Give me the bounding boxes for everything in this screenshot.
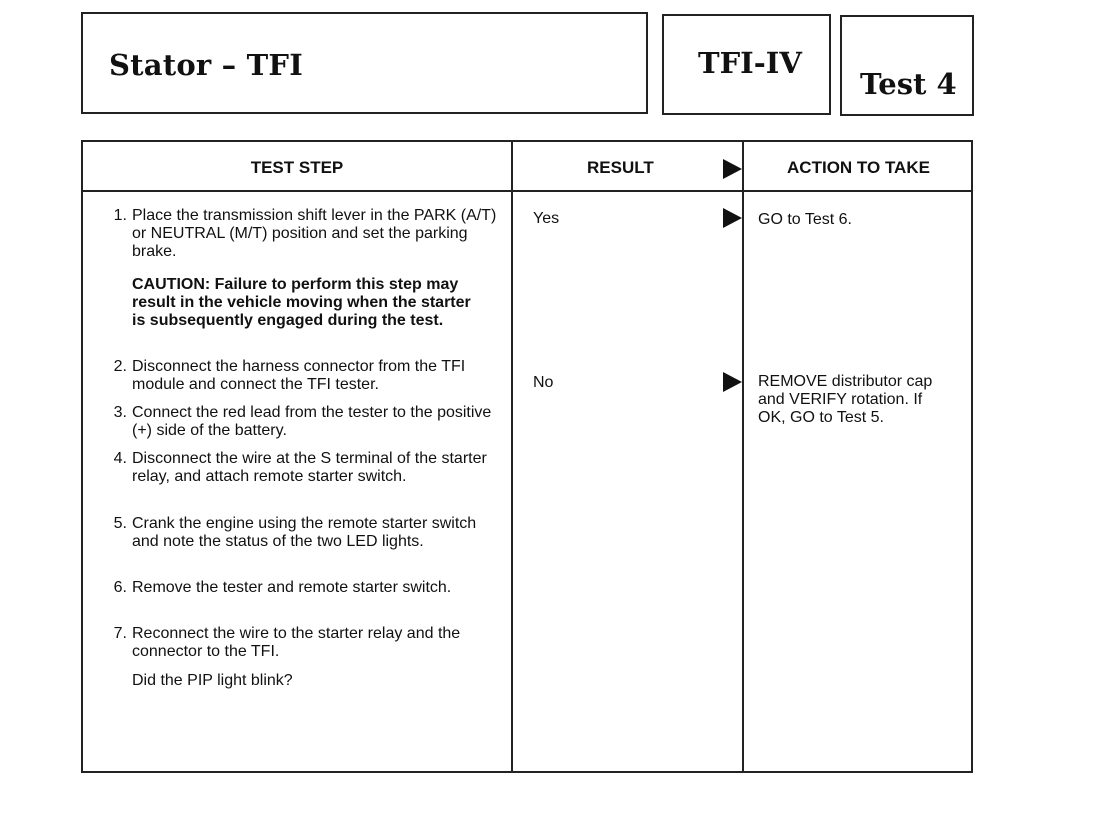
caution-text: CAUTION: Failure to perform this step may result in the vehicle moving when the starter is subsequently engaged during the test. — [132, 276, 471, 329]
page-title: Stator – TFI — [109, 48, 303, 82]
column-divider — [511, 142, 513, 771]
arrow-icon — [723, 372, 742, 392]
action-no: REMOVE distributor cap and VERIFY rotation. If OK, GO to Test 5. — [758, 373, 933, 426]
result-yes: Yes — [533, 210, 560, 227]
test-number: Test 4 — [860, 67, 957, 101]
system-label: TFI-IV — [698, 46, 802, 80]
step-text: Disconnect the harness connector from the TFI module and connect the TFI tester. — [132, 358, 466, 393]
action-yes: GO to Test 6. — [758, 211, 852, 228]
header-result: RESULT — [587, 158, 654, 177]
test-table — [81, 140, 973, 773]
title-box — [81, 12, 648, 114]
step-question: Did the PIP light blink? — [132, 672, 293, 689]
system-box — [662, 14, 831, 115]
step-text: Disconnect the wire at the S terminal of the starter relay, and attach remote starter switch. — [132, 450, 487, 485]
result-no: No — [533, 374, 554, 391]
step-number: 2. — [113, 358, 127, 375]
arrow-icon — [723, 208, 742, 228]
step-text: Place the transmission shift lever in the PARK (A/T) or NEUTRAL (M/T) position and set the parking brake. — [132, 207, 497, 260]
column-divider — [742, 142, 744, 771]
step-number: 4. — [113, 450, 127, 467]
step-number: 1. — [113, 207, 127, 224]
header-action: ACTION TO TAKE — [787, 158, 930, 177]
step-text: Crank the engine using the remote starter switch and note the status of the two LED lights. — [132, 515, 477, 550]
step-text: Remove the tester and remote starter switch. — [132, 579, 452, 596]
step-number: 7. — [113, 625, 127, 642]
step-number: 6. — [113, 579, 127, 596]
step-text: Reconnect the wire to the starter relay and the connector to the TFI. — [132, 625, 461, 660]
step-number: 5. — [113, 515, 127, 532]
header-divider — [83, 190, 971, 192]
step-text: Connect the red lead from the tester to the positive (+) side of the battery. — [132, 404, 492, 439]
test-number-box — [840, 15, 974, 116]
arrow-icon — [723, 159, 742, 179]
step-number: 3. — [113, 404, 127, 421]
header-test-step: TEST STEP — [250, 158, 344, 177]
